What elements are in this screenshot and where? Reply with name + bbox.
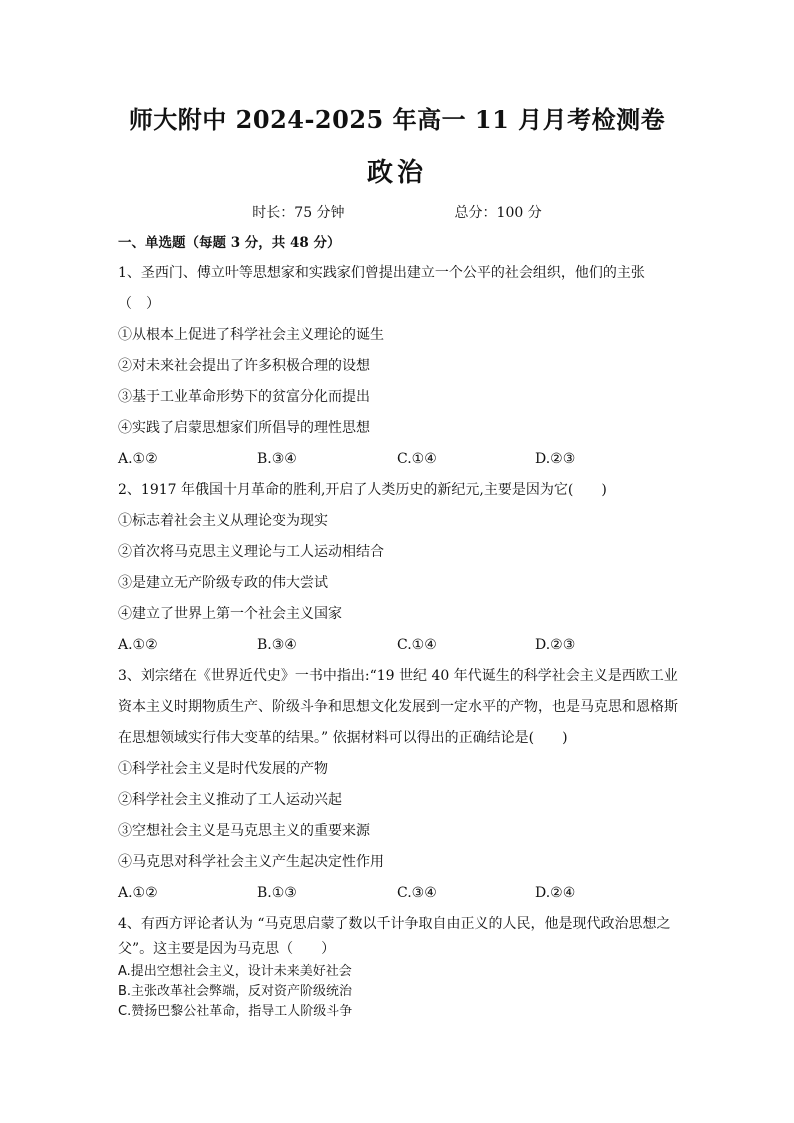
q3-stem-line-1: 3、刘宗绪在《世界近代史》一书中指出:“19 世纪 40 年代诞生的科学社会主义是西欧工业 — [118, 668, 678, 684]
exam-title: 师大附中 2024-2025 年高一 11 月月考检测卷 — [128, 105, 666, 134]
total-score-text: 总分：100 分 — [454, 205, 542, 221]
q3-item-1: ①科学社会主义是时代发展的产物 — [118, 761, 328, 777]
q3-option-d[interactable]: D.②④ — [535, 885, 576, 901]
subject-title: 政治 — [366, 158, 427, 188]
q3-stem-line-2: 资本主义时期物质生产、阶级斗争和思想文化发展到一定水平的产物，也是马克思和恩格斯 — [118, 699, 678, 715]
q2-item-1: ①标志着社会主义从理论变为现实 — [118, 513, 328, 529]
question-4 — [118, 909, 688, 1022]
q2-option-d[interactable]: D.②③ — [535, 637, 576, 653]
q2-option-a[interactable]: A.①② — [118, 637, 158, 653]
duration-text: 时长：75 分钟 — [252, 205, 345, 221]
q3-option-c[interactable]: C.③④ — [397, 885, 437, 901]
q2-item-3: ③是建立无产阶级专政的伟大尝试 — [118, 575, 328, 591]
question-3 — [118, 661, 688, 909]
q2-option-c[interactable]: C.①④ — [397, 637, 437, 653]
q3-option-a[interactable]: A.①② — [118, 885, 158, 901]
q2-options — [118, 630, 688, 661]
q1-option-c[interactable]: C.①④ — [397, 451, 437, 467]
q2-option-b[interactable]: B.③④ — [257, 637, 297, 653]
q2-item-4: ④建立了世界上第一个社会主义国家 — [118, 606, 342, 622]
q2-stem-line-1: 2、1917 年俄国十月革命的胜利,开启了人类历史的新纪元,主要是因为它( ) — [118, 482, 607, 498]
q1-options — [118, 444, 688, 475]
q1-stem-line-2: （ ） — [118, 296, 160, 312]
q2-item-2: ②首次将马克思主义理论与工人运动相结合 — [118, 544, 384, 560]
q3-option-b[interactable]: B.①③ — [257, 885, 297, 901]
question-2 — [118, 475, 688, 661]
q1-item-3: ③基于工业革命形势下的贫富分化而提出 — [118, 389, 370, 405]
q1-item-4: ④实践了启蒙思想家们所倡导的理性思想 — [118, 420, 370, 436]
q1-item-2: ②对未来社会提出了许多积极合理的设想 — [118, 358, 370, 374]
q3-item-3: ③空想社会主义是马克思主义的重要来源 — [118, 823, 370, 839]
q3-stem-line-3: 在思想领域实行伟大变革的结果。” 依据材料可以得出的正确结论是( ) — [118, 730, 568, 746]
q3-options — [118, 878, 688, 909]
q4-stem-line-1: 4、有西方评论者认为 “马克思启蒙了数以千计争取自由正义的人民，他是现代政治思想之 — [118, 916, 671, 932]
q3-item-4: ④马克思对科学社会主义产生起决定性作用 — [118, 854, 384, 870]
q1-option-b[interactable]: B.③④ — [257, 451, 297, 467]
exam-meta — [0, 202, 794, 222]
q1-stem-line-1: 1、圣西门、傅立叶等思想家和实践家们曾提出建立一个公平的社会组织，他们的主张 — [118, 265, 645, 281]
q1-option-a[interactable]: A.①② — [118, 451, 158, 467]
question-list — [118, 232, 688, 1022]
section-heading: 一、单选题（每题 3 分，共 48 分） — [118, 235, 341, 251]
q4-option-c[interactable]: C.赞扬巴黎公社革命，指导工人阶级斗争 — [118, 1004, 353, 1019]
q4-stem-line-2: 父”。这主要是因为马克思（ ） — [118, 941, 336, 957]
q3-item-2: ②科学社会主义推动了工人运动兴起 — [118, 792, 342, 808]
q1-item-1: ①从根本上促进了科学社会主义理论的诞生 — [118, 327, 384, 343]
q4-option-b[interactable]: B.主张改革社会弊端，反对资产阶级统治 — [118, 984, 353, 999]
question-1 — [118, 258, 688, 475]
q1-option-d[interactable]: D.②③ — [535, 451, 576, 467]
q4-option-a[interactable]: A.提出空想社会主义，设计未来美好社会 — [118, 964, 352, 979]
